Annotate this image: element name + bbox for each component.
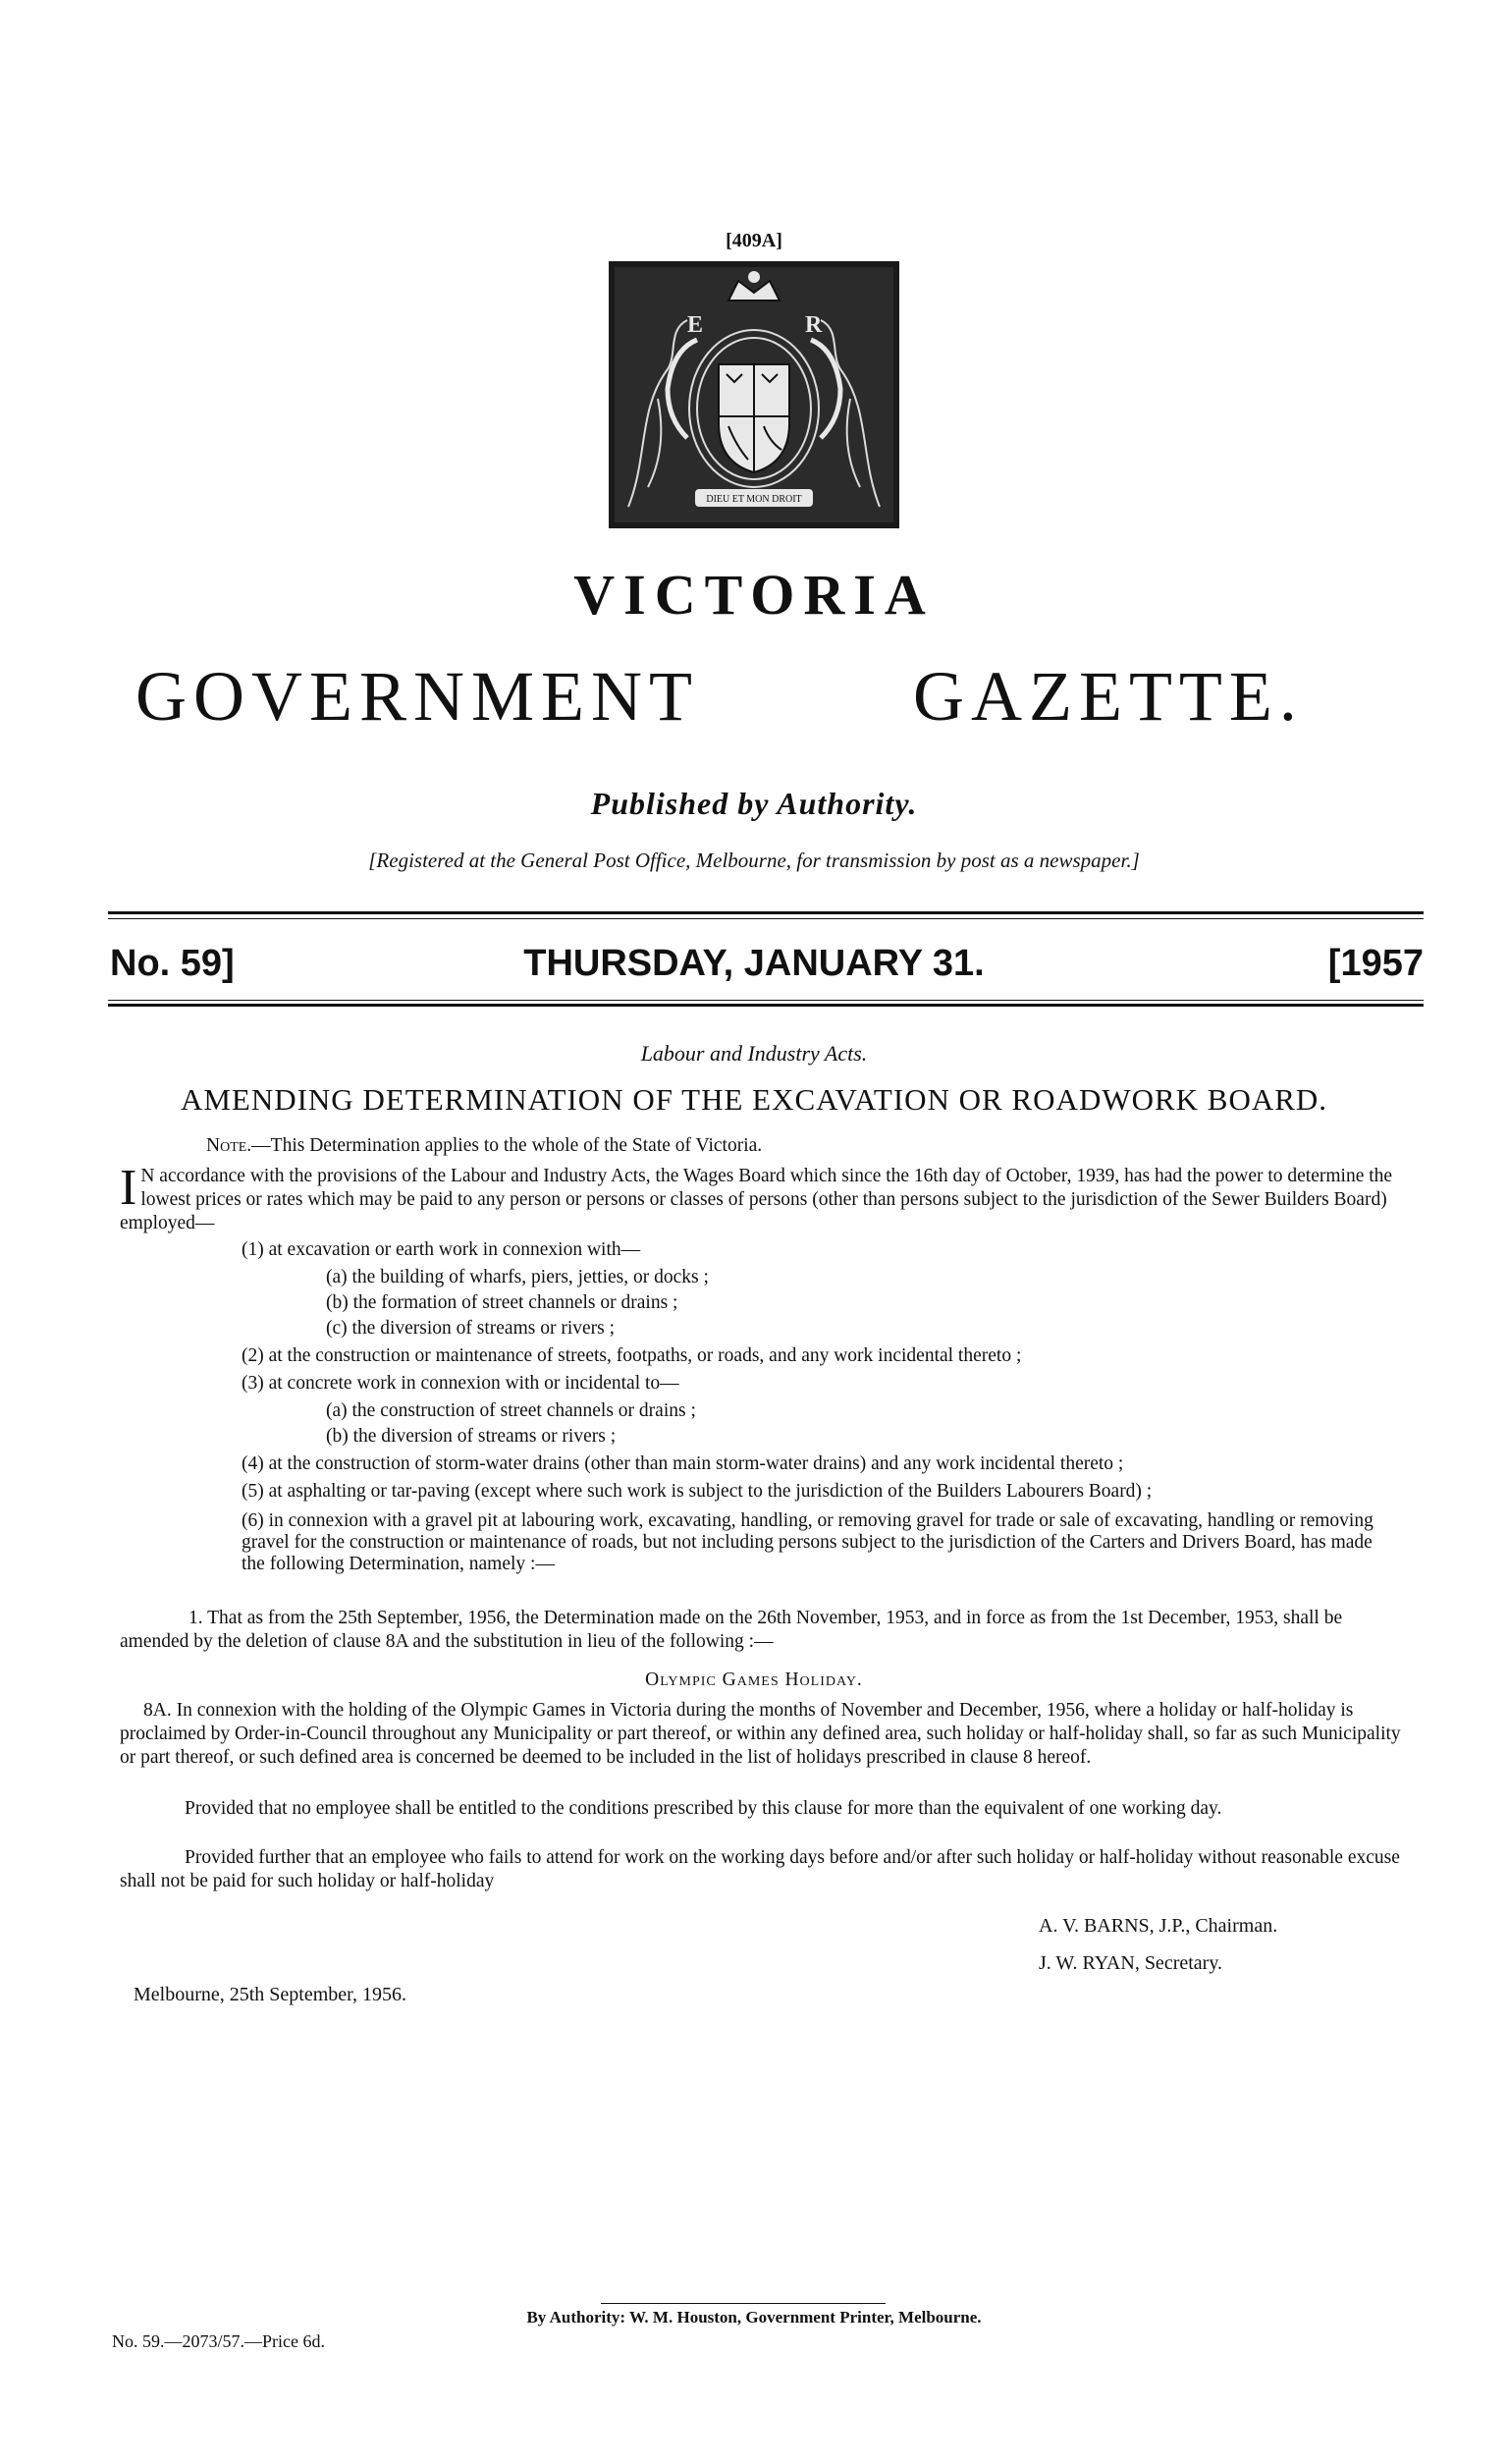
masthead-victoria: VICTORIA — [573, 563, 935, 627]
motto-text: DIEU ET MON DROIT — [706, 494, 802, 505]
intro-paragraph — [120, 1160, 1402, 1235]
signatory-chairman: A. V. BARNS, J.P., Chairman. — [1039, 1915, 1278, 1937]
issue-number: No. 59] — [110, 943, 235, 984]
proviso-2: Provided further that an employee who fails to attend for work on the working days before and/or after such holiday or half-holiday without reasonable excuse shall not be paid for such holiday or half-holiday — [120, 1847, 1400, 1891]
list-item: (3) at concrete work in connexion with or incidental to— — [242, 1373, 679, 1394]
note-line — [206, 1135, 762, 1157]
masthead-government: GOVERNMENT — [135, 657, 699, 736]
intro-text: N accordance with the provisions of the Labour and Industry Acts, the Wages Board which since the 16th day of October, 1939, has had the power to determine the lowest prices or rates which may be paid to any person or persons or classes of persons (other than persons subject to the jurisdiction of the Sewer Builders Board) employed— — [120, 1166, 1393, 1233]
clause-8a: 8A. In connexion with the holding of the Olympic Games in Victoria during the months of November and December, 1956, where a holiday or half-holiday is proclaimed by Order-in-Council throughout any Municipality or part thereof, or within any defined area, such holiday or half-holiday shall, so far as such Municipality or part thereof, or such defined area is concerned be deemed to be included in the list of holidays prescribed in clause 8 hereof. — [120, 1700, 1401, 1768]
footer-rule — [601, 2303, 886, 2304]
masthead-rule-top — [108, 911, 1424, 914]
drop-cap: I — [120, 1160, 137, 1216]
issue-date: THURSDAY, JANUARY 31. — [523, 943, 985, 984]
issue-rule-thin — [108, 1000, 1424, 1001]
acts-reference: Labour and Industry Acts. — [640, 1041, 868, 1066]
masthead-gazette: GAZETTE. — [913, 657, 1304, 736]
signatory-secretary: J. W. RYAN, Secretary. — [1039, 1952, 1223, 1974]
page-reference: [409A] — [726, 230, 782, 251]
note-text: —This Determination applies to the whole of the State of Victoria. — [251, 1135, 763, 1156]
note-label: Note. — [206, 1135, 252, 1156]
print-number: No. 59.—2073/57.—Price 6d. — [112, 2331, 325, 2351]
monogram-left: E — [687, 312, 704, 338]
monogram-right: R — [805, 312, 823, 338]
list-item: (4) at the construction of storm-water drains (other than main storm-water drains) and any work incidental thereto ; — [242, 1453, 1124, 1474]
list-item: (b) the formation of street channels or drains ; — [326, 1292, 678, 1313]
list-item: (a) the construction of street channels or drains ; — [326, 1400, 696, 1421]
list-item: (a) the building of wharfs, piers, jetties, or docks ; — [326, 1267, 709, 1287]
list-item: (5) at asphalting or tar-paving (except where such work is subject to the jurisdiction of the Builders Labourers Board) ; — [242, 1481, 1153, 1502]
published-by-authority: Published by Authority. — [590, 786, 918, 821]
royal-coat-of-arms — [609, 261, 899, 528]
list-item: (6) in connexion with a gravel pit at labouring work, excavating, handling, or removing gravel for trade or sale of excavating, handling or removing gravel for the construction or maintenance of roads, but not including persons subject to the jurisdiction of the Carters and Drivers Board, has made the following Determination, namely :— — [242, 1510, 1373, 1574]
issue-year: [1957 — [1327, 943, 1424, 984]
olympic-games-heading: Olympic Games Holiday. — [645, 1670, 863, 1690]
printer-authority: By Authority: W. M. Houston, Government Printer, Melbourne. — [526, 2308, 982, 2327]
proviso-1: Provided that no employee shall be entitled to the conditions prescribed by this clause for more than the equivalent of one working day. — [185, 1798, 1222, 1819]
issue-rule-bottom — [108, 1004, 1424, 1007]
notice-heading: AMENDING DETERMINATION OF THE EXCAVATION OR ROADWORK BOARD. — [180, 1082, 1328, 1117]
masthead-rule-top-thin — [108, 918, 1424, 919]
place-and-date: Melbourne, 25th September, 1956. — [134, 1984, 407, 2005]
registration-note: [Registered at the General Post Office, Melbourne, for transmission by post as a newspaper.] — [368, 849, 1140, 872]
list-item: (2) at the construction or maintenance of streets, footpaths, or roads, and any work incidental thereto ; — [242, 1345, 1022, 1366]
list-item: (c) the diversion of streams or rivers ; — [326, 1318, 616, 1339]
list-item: (1) at excavation or earth work in connexion with— — [242, 1239, 641, 1260]
clause-1: 1. That as from the 25th September, 1956, the Determination made on the 26th November, 1953, and in force as from the 1st December, 1953, shall be amended by the deletion of clause 8A and the substitution in lieu of the following :— — [120, 1608, 1343, 1652]
list-item: (b) the diversion of streams or rivers ; — [326, 1426, 617, 1447]
